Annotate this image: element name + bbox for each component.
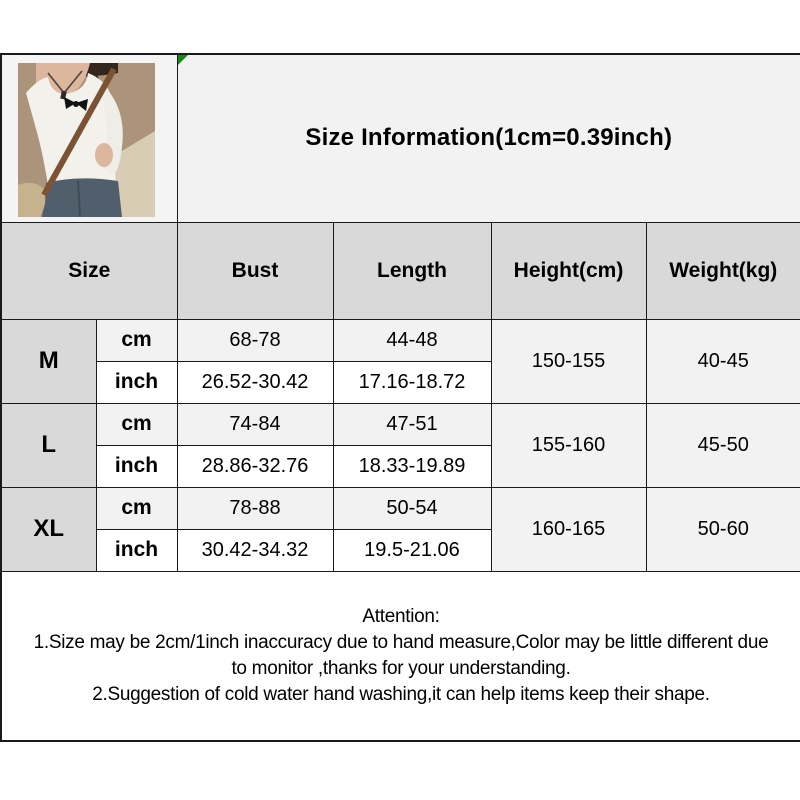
weight-value: 50-60 bbox=[646, 487, 800, 571]
length-value: 44-48 bbox=[333, 319, 491, 361]
attention-line: 1.Size may be 2cm/1inch inaccuracy due to hand measure,Color may be little different due bbox=[33, 631, 769, 653]
attention-line: 2.Suggestion of cold water hand washing,it can help items keep their shape. bbox=[92, 683, 710, 705]
size-label-m: M bbox=[1, 319, 96, 403]
unit-label: cm bbox=[96, 403, 177, 445]
bust-value: 30.42-34.32 bbox=[177, 529, 333, 571]
height-value: 160-165 bbox=[491, 487, 646, 571]
excel-flag-icon bbox=[178, 55, 188, 65]
table-header-row bbox=[1, 222, 800, 319]
bust-value: 78-88 bbox=[177, 487, 333, 529]
unit-label: inch bbox=[96, 361, 177, 403]
unit-label: cm bbox=[96, 319, 177, 361]
bust-value: 74-84 bbox=[177, 403, 333, 445]
weight-value: 45-50 bbox=[646, 403, 800, 487]
length-value: 50-54 bbox=[333, 487, 491, 529]
size-label-l: L bbox=[1, 403, 96, 487]
col-header-bust: Bust bbox=[177, 222, 333, 319]
page-title: Size Information(1cm=0.39inch) bbox=[305, 124, 673, 152]
unit-label: inch bbox=[96, 529, 177, 571]
size-info-title-cell bbox=[177, 54, 800, 222]
title-row bbox=[1, 54, 800, 222]
attention-row bbox=[1, 571, 800, 741]
product-photo bbox=[18, 63, 155, 217]
height-value: 150-155 bbox=[491, 319, 646, 403]
attention-line: Attention: bbox=[362, 605, 440, 627]
bust-value: 26.52-30.42 bbox=[177, 361, 333, 403]
unit-label: inch bbox=[96, 445, 177, 487]
size-table bbox=[0, 53, 800, 742]
height-value: 155-160 bbox=[491, 403, 646, 487]
col-header-size: Size bbox=[1, 222, 177, 319]
table-row bbox=[1, 319, 800, 361]
col-header-height: Height(cm) bbox=[491, 222, 646, 319]
product-photo-cell bbox=[1, 54, 177, 222]
table-row bbox=[1, 487, 800, 529]
bust-value: 68-78 bbox=[177, 319, 333, 361]
bust-value: 28.86-32.76 bbox=[177, 445, 333, 487]
col-header-weight: Weight(kg) bbox=[646, 222, 800, 319]
size-label-xl: XL bbox=[1, 487, 96, 571]
weight-value: 40-45 bbox=[646, 319, 800, 403]
col-header-length: Length bbox=[333, 222, 491, 319]
unit-label: cm bbox=[96, 487, 177, 529]
attention-note bbox=[1, 571, 800, 741]
length-value: 18.33-19.89 bbox=[333, 445, 491, 487]
attention-line: to monitor ,thanks for your understanding. bbox=[231, 657, 571, 679]
length-value: 19.5-21.06 bbox=[333, 529, 491, 571]
length-value: 17.16-18.72 bbox=[333, 361, 491, 403]
table-row bbox=[1, 403, 800, 445]
length-value: 47-51 bbox=[333, 403, 491, 445]
